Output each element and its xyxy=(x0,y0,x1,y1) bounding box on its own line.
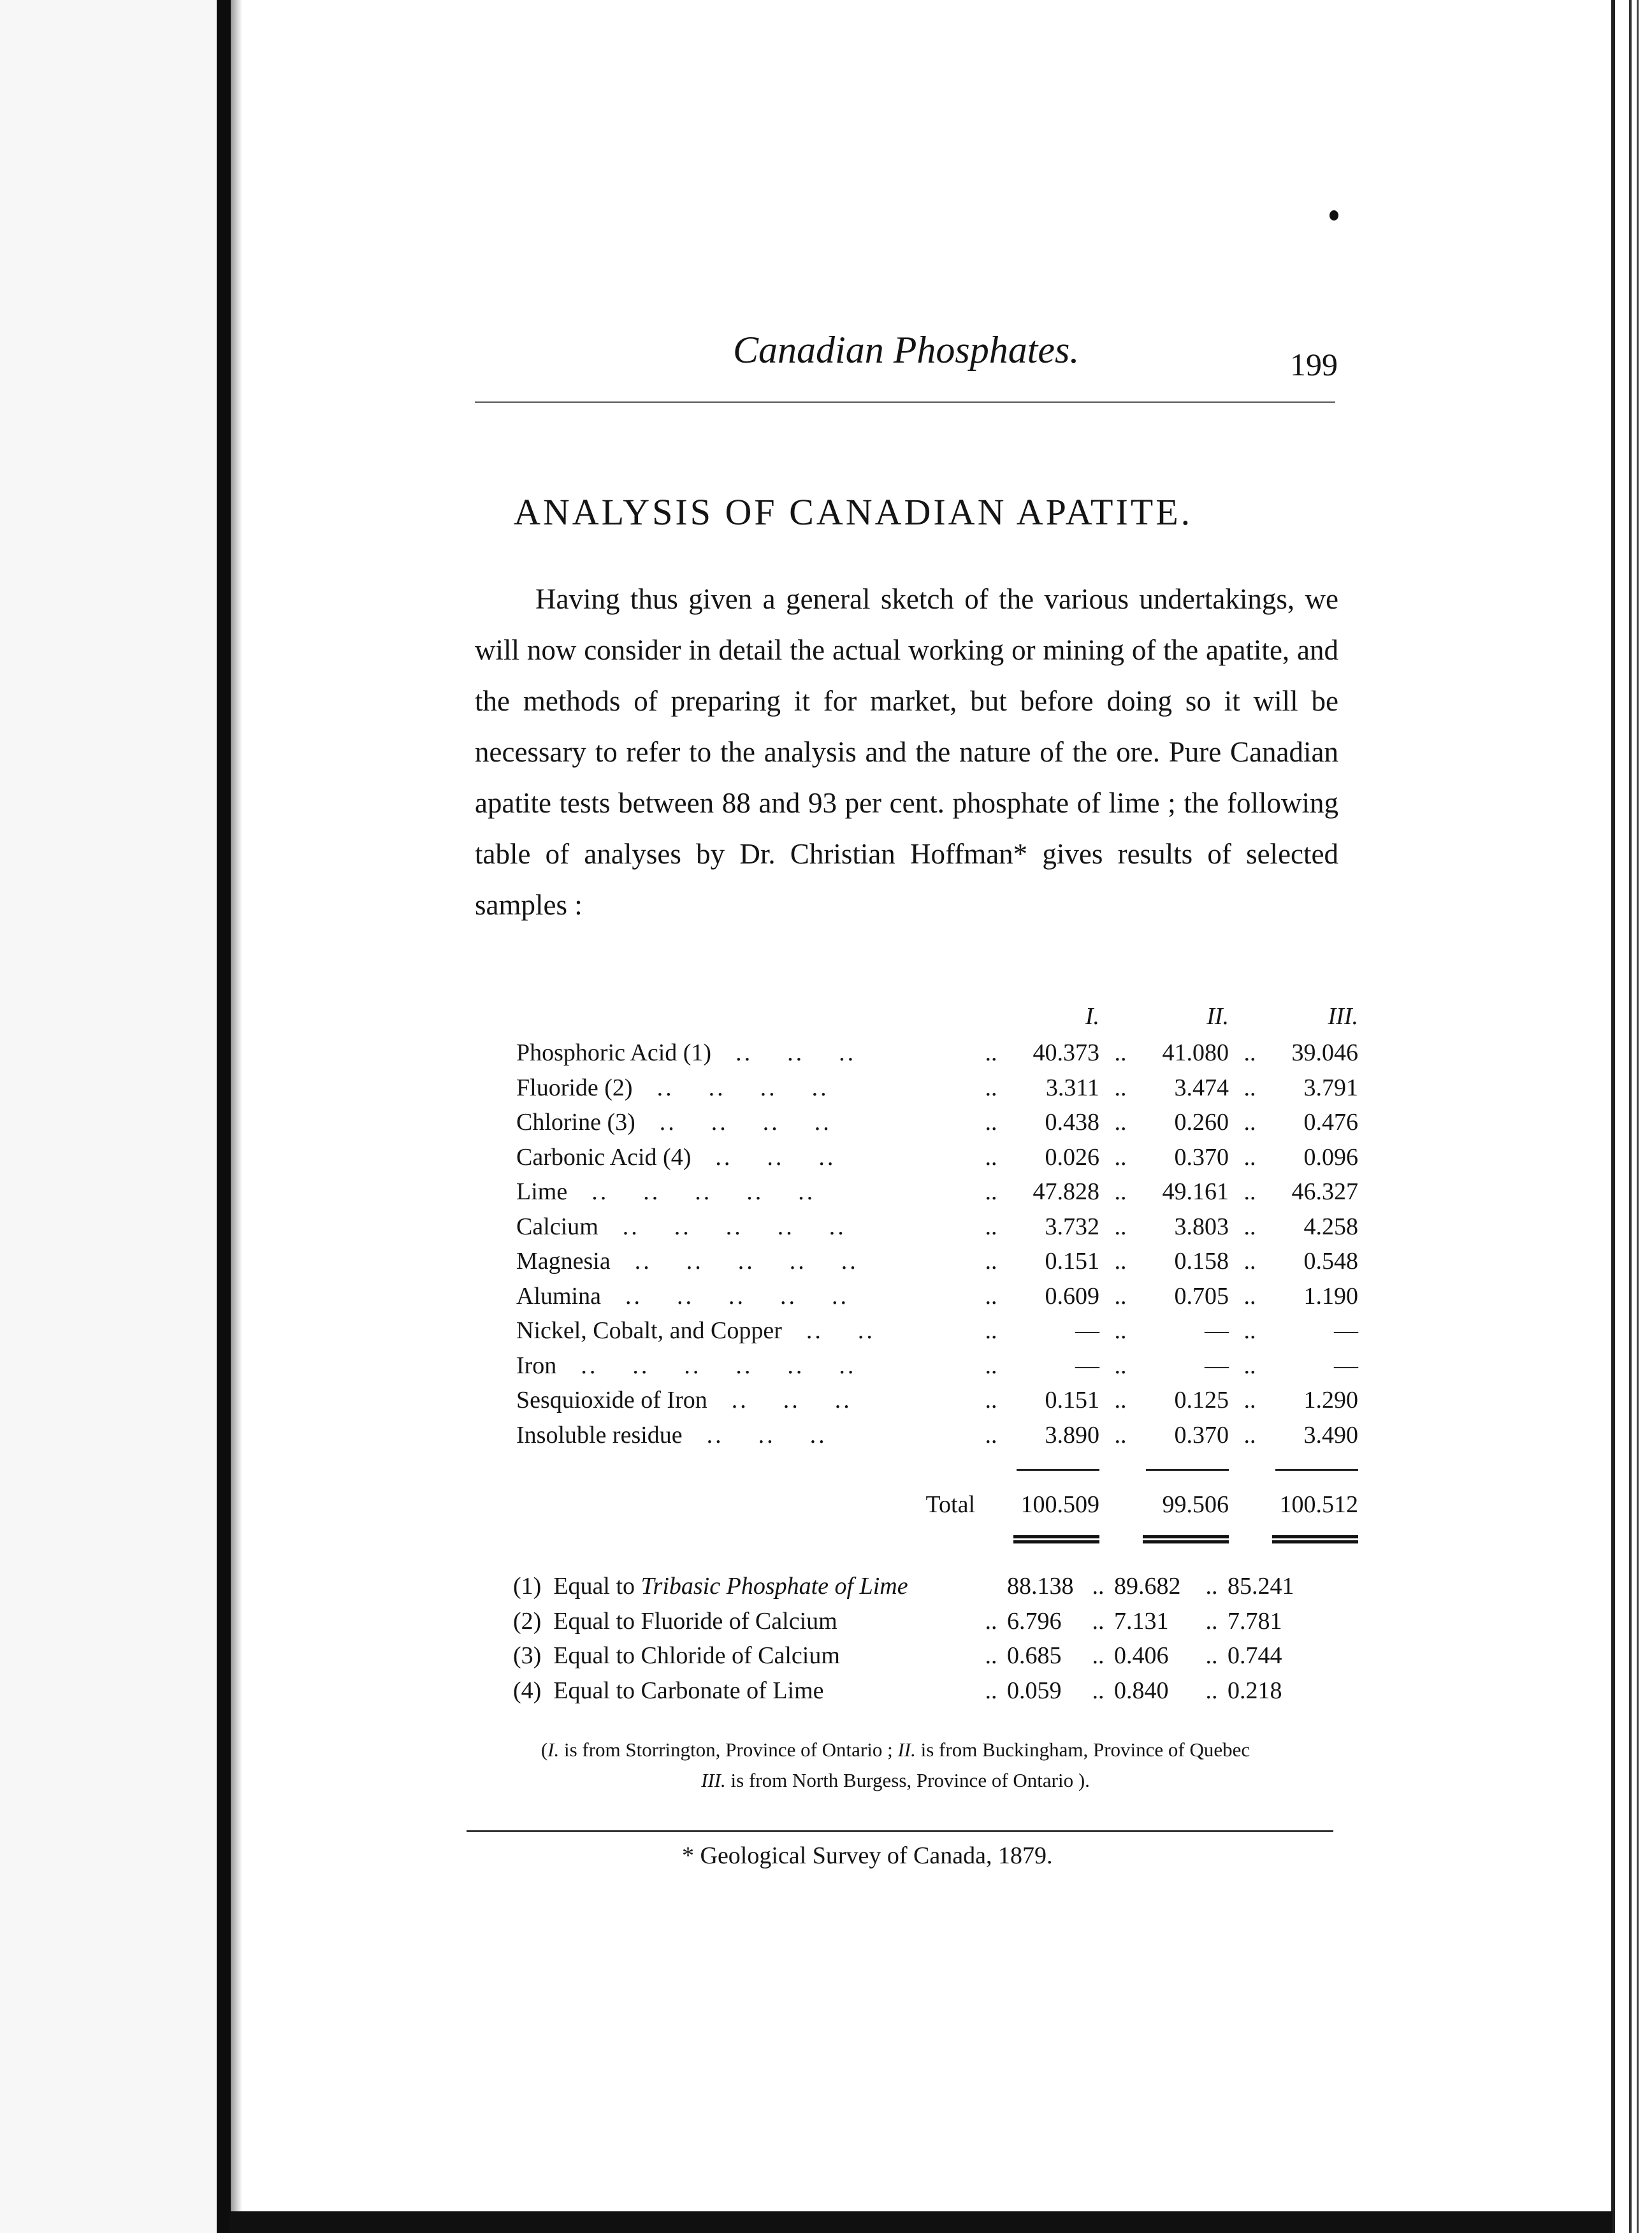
equivalent-label: (2) Equal to Fluoride of Calcium xyxy=(513,1607,837,1635)
dot-leader: .. xyxy=(985,1039,997,1067)
cell-value: 0.685 xyxy=(1007,1642,1062,1670)
page-edge-line xyxy=(1611,0,1615,2233)
analysis-table xyxy=(516,997,1363,1557)
cell-value: 0.548 xyxy=(1303,1248,1358,1275)
double-rule xyxy=(1143,1535,1229,1543)
binding-gutter xyxy=(217,0,231,2233)
source-note-text: is from Storrington, Province of Ontario ; xyxy=(559,1738,898,1761)
dot-leader: .. xyxy=(1243,1143,1256,1171)
dot-leader: .. xyxy=(1114,1074,1127,1101)
total-label: Total xyxy=(925,1491,975,1518)
sum-rule xyxy=(1017,1469,1099,1471)
dot-leader: .. xyxy=(1092,1677,1105,1704)
dot-leader: .. xyxy=(1205,1642,1218,1670)
cell-value: 0.151 xyxy=(1045,1248,1099,1275)
cell-value: 88.138 xyxy=(1007,1573,1074,1600)
dot-leader: .. xyxy=(985,1317,997,1345)
dot-leader: .. xyxy=(985,1677,997,1704)
cell-value: 7.131 xyxy=(1114,1607,1169,1635)
dot-leader: .. xyxy=(1092,1642,1105,1670)
sum-rule xyxy=(1275,1469,1358,1471)
row-label: Nickel, Cobalt, and Copper .. .. xyxy=(516,1317,875,1345)
row-label: Calcium .. .. .. .. .. xyxy=(516,1213,846,1240)
dot-leader: .. xyxy=(985,1248,997,1275)
dot-leader: .. xyxy=(985,1213,997,1240)
dot-leader: .. xyxy=(1243,1387,1256,1414)
intro-paragraph: Having thus given a general sketch of the various undertakings, we will now consider in detail the actual working or mining of the apatite, and the methods of preparing it for market, but before doing so it will be necessary to refer to the analysis and the nature of the ore. Pure Canadian apatite tests between 88 and 93 per cent. phosphate of lime ; the following table of analyses by Dr. Christian Hoffman* gives results of selected samples : xyxy=(475,583,1338,921)
equivalent-row xyxy=(513,1569,1315,1604)
running-title: Canadian Phosphates. xyxy=(733,329,1080,371)
page-edge-strip xyxy=(1637,0,1652,2233)
dot-leader: .. xyxy=(1114,1282,1127,1310)
dot-leader: .. xyxy=(1114,1039,1127,1067)
cell-value: 47.828 xyxy=(1032,1178,1099,1206)
dot-leader: .. .. .. .. .. xyxy=(625,1282,849,1310)
dot-leader: .. .. .. xyxy=(715,1143,836,1171)
dot-leader: .. xyxy=(1114,1143,1127,1171)
cell-value: 3.732 xyxy=(1045,1213,1099,1240)
footnote: * Geological Survey of Canada, 1879. xyxy=(682,1842,1053,1869)
dot-leader: .. xyxy=(985,1282,997,1310)
cell-value: 1.190 xyxy=(1303,1282,1358,1310)
row-label: Sesquioxide of Iron .. .. .. xyxy=(516,1387,852,1414)
cell-value: 3.490 xyxy=(1303,1421,1358,1449)
total-value: 100.512 xyxy=(1279,1491,1358,1518)
cell-value: 3.791 xyxy=(1303,1074,1358,1101)
row-label: Magnesia .. .. .. .. .. xyxy=(516,1248,859,1275)
row-label: Insoluble residue .. .. .. xyxy=(516,1421,827,1449)
cell-value: 0.840 xyxy=(1114,1677,1169,1704)
column-header: II. xyxy=(1206,1003,1229,1030)
cell-value: 3.803 xyxy=(1174,1213,1229,1240)
dot-leader: .. xyxy=(1114,1178,1127,1206)
cell-value: 0.151 xyxy=(1045,1387,1099,1414)
cell-value: 4.258 xyxy=(1303,1213,1358,1240)
dot-leader: .. .. .. .. xyxy=(659,1109,832,1136)
cell-value: 0.370 xyxy=(1174,1143,1229,1171)
dot-leader: .. xyxy=(1114,1352,1127,1379)
row-label: Iron .. .. .. .. .. .. xyxy=(516,1352,857,1379)
dot-leader: .. xyxy=(1243,1178,1256,1206)
dot-leader: .. .. .. .. xyxy=(656,1074,829,1101)
equivalents-table xyxy=(513,1569,1315,1708)
cell-value: 0.370 xyxy=(1174,1421,1229,1449)
double-rule-row xyxy=(516,1522,1363,1557)
sum-rule xyxy=(1146,1469,1229,1471)
dot-leader: .. xyxy=(1092,1573,1105,1600)
dot-leader: .. xyxy=(1114,1248,1127,1275)
dot-leader: .. .. xyxy=(806,1317,875,1345)
source-note: (I. is from Storrington, Province of Ontario ; II. is from Buckingham, Province of Quebec III. is from North Burgess, Province of Ontario ). xyxy=(540,1738,1250,1791)
facing-page-edge xyxy=(0,0,226,2233)
cell-value: 89.682 xyxy=(1114,1573,1181,1600)
equivalent-label: (3) Equal to Chloride of Calcium xyxy=(513,1642,840,1670)
table-row xyxy=(516,1418,1363,1453)
total-value: 100.509 xyxy=(1020,1491,1099,1518)
table-row xyxy=(516,1036,1363,1071)
cell-value: 3.474 xyxy=(1174,1074,1229,1101)
cell-value: 40.373 xyxy=(1032,1039,1099,1067)
dot-leader: .. xyxy=(985,1352,997,1379)
cell-value: 0.438 xyxy=(1045,1109,1099,1136)
dot-leader: .. xyxy=(985,1387,997,1414)
section-heading: ANALYSIS OF CANADIAN APATITE. xyxy=(514,491,1193,533)
column-header-row xyxy=(516,997,1363,1036)
dot-leader: .. xyxy=(1114,1109,1127,1136)
dot-leader: .. xyxy=(1114,1213,1127,1240)
cell-value: 0.476 xyxy=(1303,1109,1358,1136)
column-header: I. xyxy=(1085,1003,1099,1030)
cell-value: 0.705 xyxy=(1174,1282,1229,1310)
dot-leader: .. xyxy=(1243,1352,1256,1379)
cell-value: 6.796 xyxy=(1007,1607,1062,1635)
dot-leader: .. xyxy=(1243,1421,1256,1449)
dot-leader: .. xyxy=(1114,1421,1127,1449)
row-label: Carbonic Acid (4) .. .. .. xyxy=(516,1143,836,1171)
cell-value: 46.327 xyxy=(1291,1178,1358,1206)
dot-leader: .. .. .. .. .. xyxy=(634,1248,859,1275)
row-label: Alumina .. .. .. .. .. xyxy=(516,1282,849,1310)
dot-leader: .. xyxy=(1243,1248,1256,1275)
double-rule xyxy=(1272,1535,1358,1543)
dot-leader: .. .. .. xyxy=(706,1421,827,1449)
cell-value: — xyxy=(1075,1352,1099,1379)
cell-value: 0.406 xyxy=(1114,1642,1169,1670)
row-label: Chlorine (3) .. .. .. .. xyxy=(516,1109,832,1136)
dot-leader: .. .. .. .. .. xyxy=(591,1178,816,1206)
dot-leader: .. xyxy=(1243,1074,1256,1101)
cell-value: 7.781 xyxy=(1228,1607,1282,1635)
header-rule xyxy=(475,401,1335,403)
cell-value: — xyxy=(1334,1317,1358,1345)
sample-ref: III. xyxy=(701,1769,726,1791)
dot-leader: .. xyxy=(1243,1317,1256,1345)
dot-leader: .. xyxy=(1243,1213,1256,1240)
source-note-text: is from Buckingham, Province of Quebec xyxy=(915,1738,1250,1761)
cell-value: 1.290 xyxy=(1303,1387,1358,1414)
dot-leader: .. xyxy=(985,1607,997,1635)
footnote-rule xyxy=(467,1830,1333,1832)
cell-value: 41.080 xyxy=(1162,1039,1229,1067)
dot-leader: .. xyxy=(985,1642,997,1670)
dot-leader: .. .. .. xyxy=(731,1387,852,1414)
scan-bottom-band xyxy=(229,2211,1612,2233)
row-label: Fluoride (2) .. .. .. .. xyxy=(516,1074,829,1101)
dot-leader xyxy=(975,1569,1007,1604)
dot-leader: .. xyxy=(985,1421,997,1449)
cell-value: 0.609 xyxy=(1045,1282,1099,1310)
dot-leader: .. xyxy=(1243,1039,1256,1067)
cell-value: 0.096 xyxy=(1303,1143,1358,1171)
ink-spot xyxy=(1330,210,1338,220)
cell-value: 0.744 xyxy=(1228,1642,1282,1670)
equivalent-label: (1) Equal to Tribasic Phosphate of Lime xyxy=(513,1573,908,1600)
cell-value: 0.218 xyxy=(1228,1677,1282,1704)
total-value: 99.506 xyxy=(1162,1491,1229,1518)
cell-value: 3.311 xyxy=(1045,1074,1099,1101)
dot-leader: .. xyxy=(1243,1282,1256,1310)
table-row xyxy=(516,1313,1363,1348)
table-row xyxy=(516,1383,1363,1418)
dot-leader: .. xyxy=(1205,1677,1218,1704)
cell-value: — xyxy=(1205,1317,1229,1345)
cell-value: 39.046 xyxy=(1291,1039,1358,1067)
table-row xyxy=(516,1244,1363,1279)
equivalent-row xyxy=(513,1638,1315,1673)
total-row xyxy=(516,1487,1363,1522)
dot-leader: .. xyxy=(1092,1607,1105,1635)
equivalent-row xyxy=(513,1673,1315,1709)
dot-leader: .. xyxy=(1205,1607,1218,1635)
dot-leader: .. xyxy=(985,1109,997,1136)
table-row xyxy=(516,1071,1363,1106)
cell-value: — xyxy=(1075,1317,1099,1345)
source-note-text: is from North Burgess, Province of Ontario ). xyxy=(725,1769,1090,1791)
cell-value: 3.890 xyxy=(1045,1421,1099,1449)
row-label: Lime .. .. .. .. .. xyxy=(516,1178,816,1206)
dot-leader: .. .. .. .. .. xyxy=(622,1213,846,1240)
gutter-shadow xyxy=(231,0,242,2233)
row-label: Phosphoric Acid (1) .. .. .. xyxy=(516,1039,857,1067)
cell-value: — xyxy=(1334,1352,1358,1379)
dot-leader: .. .. .. xyxy=(735,1039,857,1067)
dot-leader: .. xyxy=(985,1178,997,1206)
dot-leader: .. xyxy=(985,1143,997,1171)
dot-leader: .. .. .. .. .. .. xyxy=(581,1352,857,1379)
column-header: III. xyxy=(1328,1003,1358,1030)
subtotal-rule-row xyxy=(516,1452,1363,1487)
cell-value: 49.161 xyxy=(1162,1178,1229,1206)
cell-value: 0.059 xyxy=(1007,1677,1062,1704)
equivalent-row xyxy=(513,1604,1315,1639)
dot-leader: .. xyxy=(1114,1317,1127,1345)
cell-value: 0.125 xyxy=(1174,1387,1229,1414)
sample-ref: II. xyxy=(897,1738,916,1761)
equivalent-label: (4) Equal to Carbonate of Lime xyxy=(513,1677,824,1704)
table-row xyxy=(516,1279,1363,1314)
table-row xyxy=(516,1140,1363,1175)
page-edge-line xyxy=(1629,0,1632,2233)
dot-leader: .. xyxy=(985,1074,997,1101)
table-row xyxy=(516,1348,1363,1384)
table-row xyxy=(516,1210,1363,1245)
cell-value: — xyxy=(1205,1352,1229,1379)
table-row xyxy=(516,1174,1363,1210)
dot-leader: .. xyxy=(1205,1573,1218,1600)
cell-value: 0.158 xyxy=(1174,1248,1229,1275)
cell-value: 0.026 xyxy=(1045,1143,1099,1171)
page-number: 199 xyxy=(1290,347,1338,382)
dot-leader: .. xyxy=(1114,1387,1127,1414)
table-row xyxy=(516,1105,1363,1140)
cell-value: 85.241 xyxy=(1228,1573,1294,1600)
double-rule xyxy=(1013,1535,1099,1543)
dot-leader: .. xyxy=(1243,1109,1256,1136)
cell-value: 0.260 xyxy=(1174,1109,1229,1136)
sample-ref: I. xyxy=(547,1738,560,1761)
